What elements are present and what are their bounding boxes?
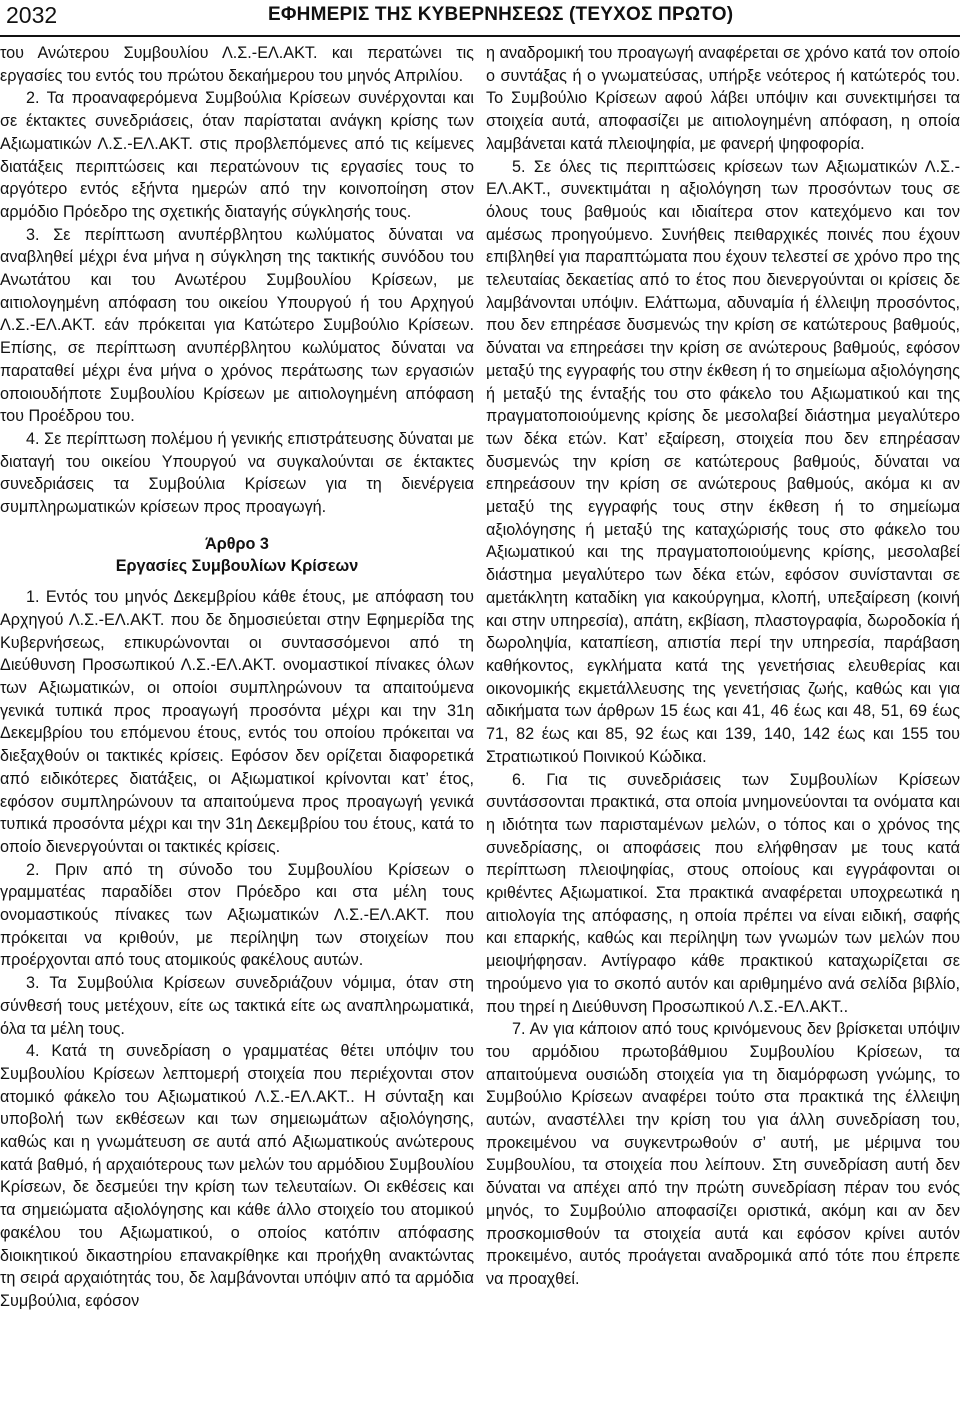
article3-paragraph-3: 3. Τα Συμβούλια Κρίσεων συνεδριάζουν νόμιμα, όταν στη σύνθεσή τους μετέχουν, είτε ως τακτικά είτε ως αναπληρωματικά, όλα τα μέλη τους. <box>0 974 474 1038</box>
article3-paragraph-1: 1. Εντός του μηνός Δεκεμβρίου κάθε έτους, με απόφαση του Αρχηγού Λ.Σ.-ΕΛ.ΑΚΤ. που δε δημοσιεύεται στην Εφημερίδα της Κυβερνήσεως, επικυρώνονται οι συντασσόμενοι από τη Διεύθυνση Προσωπικού Λ.Σ.-ΕΛ.ΑΚΤ. ονομαστικοί πίνακες όλων των Αξιωματικών, οι οποίοι συμπληρώνουν τα απαιτούμενα γενικά τυπικά προς προαγωγή προσόντα μέχρι και την 31η Δεκεμβρίου του επόμενου έτους, εντός του οποίου πρόκειται να διεξαχθούν οι τακτικές κρίσεις. Εφόσον δεν ορίζεται διαφορετικά από ειδικότερες διατάξεις, οι Αξιωματικοί κρίνονται κατ’ έτος, εφόσον συμπληρώνουν τα απαιτούμενα προς προαγωγή γενικά τυπικά προσόντα μέχρι και την 31η Δεκεμβρίου του έτους, κατά το οποίο διενεργούνται οι τακτικές κρίσεις. <box>0 588 474 856</box>
gazette-title: ΕΦΗΜΕΡΙΣ ΤΗΣ ΚΥΒΕΡΝΗΣΕΩΣ (ΤΕΥΧΟΣ ΠΡΩΤΟ) <box>268 4 734 25</box>
right-column <box>486 42 960 1422</box>
article3-paragraph-2: 2. Πριν από τη σύνοδο του Συμβουλίου Κρίσεων ο γραμματέας παραδίδει στον Πρόεδρο και στα μέλη τους ονομαστικούς πίνακες των Αξιωματικών Λ.Σ.-ΕΛ.ΑΚΤ. που πρόκειται να κριθούν, με περίληψη των στοιχείων που προέρχονται από τους ατομικούς φακέλους αυτών. <box>0 860 474 970</box>
paragraph-continuation: του Ανώτερου Συμβουλίου Λ.Σ.-ΕΛ.ΑΚΤ. και περατώνει τις εργασίες του εντός του πρώτου δεκαήμερου του μηνός Απριλίου. <box>0 44 474 85</box>
page-header <box>0 0 960 36</box>
paragraph-3: 3. Σε περίπτωση ανυπέρβλητου κωλύματος δύναται να αναβληθεί μέχρι ένα μήνα η σύγκληση της τακτικής συνόδου του Ανωτάτου και του Ανωτέρου Συμβουλίου Κρίσεων, με αιτιολογημένη απόφαση του οικείου Υπουργού ή του Αρχηγού Λ.Σ.-ΕΛ.ΑΚΤ. εάν πρόκειται για Κατώτερο Συμβούλιο Κρίσεων. Επίσης, σε περίπτωση ανυπέρβλητου κωλύματος δύναται να παραταθεί μέχρι ένα μήνα ο χρόνος περάτωσης των εργασιών οποιουδήποτε Συμβουλίου Κρίσεων με αιτιολογημένη απόφαση του Προέδρου του. <box>0 225 474 426</box>
article3-paragraph-6: 6. Για τις συνεδριάσεις των Συμβουλίων Κρίσεων συντάσσονται πρακτικά, στα οποία μνημονεύονται τα ονόματα και η ιδιότητα των παρισταμένων μελών, ο τόπος και ο χρόνος της συνεδρίασης, οι αποφάσεις που ελήφθησαν με τους κατά περίπτωση πλειοψηφίας, στους οποίους και εγγράφονται οι κριθέντες Αξιωματικοί. Στα πρακτικά αναφέρεται υποχρεωτικά η αιτιολογία της απόφασης, η οποία πρέπει να είναι ειδική, σαφής και επαρκής, καθώς και περίληψη των γνωμών των μελών που μειοψήφησαν. Αντίγραφο κάθε πρακτικού καταχωρίζεται σε τηρούμενο για το σκοπό αυτόν και αριθμημένο ανά σελίδα βιβλίο, που τηρεί η Διεύθυνση Προσωπικού Λ.Σ.-ΕΛ.ΑΚΤ.. <box>486 770 960 1016</box>
header-rule <box>0 35 960 37</box>
paragraph-2: 2. Τα προαναφερόμενα Συμβούλια Κρίσεων συνέρχονται και σε έκτακτες συνεδριάσεις, όταν παρίσταται ανάγκη κρίσης των Αξιωματικών Λ.Σ.-ΕΛ.ΑΚΤ. στις προβλεπόμενες από τις κείμενες διατάξεις περιπτώσεις και περατώνουν τις εργασίες τους το αργότερο εντός εξήντα ημερών από την κοινοποίηση στον αρμόδιο Πρόεδρο της σχετικής διαταγής σύγκλησής τους. <box>0 89 474 221</box>
paragraph-4: 4. Σε περίπτωση πολέμου ή γενικής επιστράτευσης δύναται με διαταγή του οικείου Υπουργού να συγκαλούνται σε έκτακτες συνεδριάσεις τα Συμβούλια Κρίσεων για τη διενέργεια συμπληρωματικών κρίσεων προς προαγωγή. <box>0 429 474 517</box>
article3-paragraph-7: 7. Αν για κάποιον από τους κρινόμενους δεν βρίσκεται υπόψιν του αρμόδιου πρωτοβάθμιου Συμβουλίου Κρίσεων, τα απαιτούμενα ουσιώδη στοιχεία για τη διαμόρφωση γνώμης, το Συμβούλιο Κρίσεων αναφέρει τούτο στα πρακτικά της έλλειψη αυτών, αναστέλλει την κρίση του για άλλη συνεδρίαση του, προκειμένου να συγκεντρωθούν σ’ αυτή, με μέριμνα του Συμβουλίου, τα στοιχεία που λείπουν. Στη συνεδρίαση αυτή δεν δύναται να απέχει από την πρώτη συνεδρίαση πέραν του ενός μηνός, το Συμβούλιο αποφασίζει οριστικά, ακόμη και αν δεν προσκομισθούν τα στοιχεία αυτά και εφόσον κρίνει αυτόν προκειμένο, αυτός προάγεται αναδρομικά από τότε που έπρεπε να προαχθεί. <box>486 1020 960 1288</box>
left-column <box>0 42 474 1422</box>
article-title: Εργασίες Συμβουλίων Κρίσεων <box>115 557 359 576</box>
article3-paragraph-4: 4. Κατά τη συνεδρίαση ο γραμματέας θέτει υπόψιν του Συμβουλίου Κρίσεων λεπτομερή στοιχεία που περιέχονται στον ατομικό φάκελο του Αξιωματικού Λ.Σ.-ΕΛ.ΑΚΤ.. Η σύνταξη και υποβολή των εκθέσεων και των σημειωμάτων αξιολόγησης, καθώς και η γνωμάτευση σε αυτά από Αξιωματικούς ανώτερους κατά βαθμό, ή αρχαιότερους των μελών του αρμόδιου Συμβουλίου Κρίσεων, δε δεσμεύει την κρίση των τελευταίων. Οι εκθέσεις και τα σημειώματα αξιολόγησης και κάθε άλλο στοιχείο του ατομικού φακέλου του Αξιωματικού, ο οποίος κατόπιν απόφασης διοικητικού δικαστηρίου επανακρίθηκε και προήχθη ανακτώντας τη σειρά αρχαιότητάς του, δε λαμβάνονται υπόψιν από τα αρμόδια Συμβούλια, εφόσον <box>0 1042 474 1310</box>
paragraph-continuation-right: η αναδρομική του προαγωγή αναφέρεται σε χρόνο κατά τον οποίο ο συντάξας ή ο γνωματεύσας, υπήρξε νεότερος ή κατώτερός του. Το Συμβούλιο Κρίσεων αφού λάβει υπόψιν και συνεκτιμήσει τα στοιχεία αυτά, αποφασίζει με αιτιολογημένη απόφαση, η οποία λαμβάνεται κατά πλειοψηφία, με φανερή ψηφοφορία. <box>486 44 960 153</box>
page-number: 2032 <box>6 2 58 28</box>
article3-paragraph-5: 5. Σε όλες τις περιπτώσεις κρίσεων των Αξιωματικών Λ.Σ.-ΕΛ.ΑΚΤ., συνεκτιμάται η αξιολόγηση των προσόντων τους σε όλους τους βαθμούς και ιδιαίτερα στον κατεχόμενο και τον αμέσως προηγούμενο. Συνήθεις πειθαρχικές ποινές που έχουν επιβληθεί για παραπτώματα που έχουν τελεστεί σε χρόνο προ της τελευταίας δεκαετίας από το έτος που διενεργούνται οι κρίσεις δε λαμβάνονται υπόψιν. Ελάττωμα, αδυναμία ή έλλειψη προσόντος, που δεν επηρέασε δυσμενώς την κρίση σε κατώτερους βαθμούς, δύναται να επηρεάσει την κρίση σε ανώτερους βαθμούς, εφόσον μεταξύ της εγγραφής του στην έκθεση ή το σημείωμα αξιολόγησης ή μεταξύ της ένταξής του στο φάκελο του Αξιωματικού και της πραγματοποιούμενης κρίσης δε μεσολαβεί διάστημα μεγαλύτερο των δέκα ετών. Κατ’ εξαίρεση, στοιχεία που δεν επηρέασαν δυσμενώς την κρίση σε κατώτερους βαθμούς, δύναται να επηρεάσουν την κρίση σε ανώτερους βαθμούς, ακόμα κι αν μεταξύ της εγγραφής τους στην έκθεση ή το σημείωμα αξιολόγησης ή μεταξύ της καταχώρισής τους στο φάκελο του Αξιωματικού και της πραγματοποιούμενης κρίσης, μεσολαβεί διάστημα μεγαλύτερο των δέκα ετών, εφόσον συνίστανται σε αμετάκλητη καταδίκη για κακούργημα, κλοπή, υπεξαίρεση (κοινή και στην υπηρεσία), απάτη, εκβίαση, πλαστογραφία, δωροδοκία ή δωροληψία, καταπίεση, απιστία περί την υπηρεσία, παράβαση καθήκοντος, εγκλήματα κατά της γενετήσιας ελευθερίας και οικονομικής εκμετάλλευσης της γενετήσιας ζωής, καθώς και για αδικήματα των άρθρων 15 έως και 41, 46 έως και 48, 51, 69 έως 71, 82 έως και 85, 92 έως και 139, 140, 142 έως και 155 του Στρατιωτικού Ποινικού Κώδικα. <box>486 157 960 766</box>
article-heading: Άρθρο 3 <box>205 534 269 553</box>
